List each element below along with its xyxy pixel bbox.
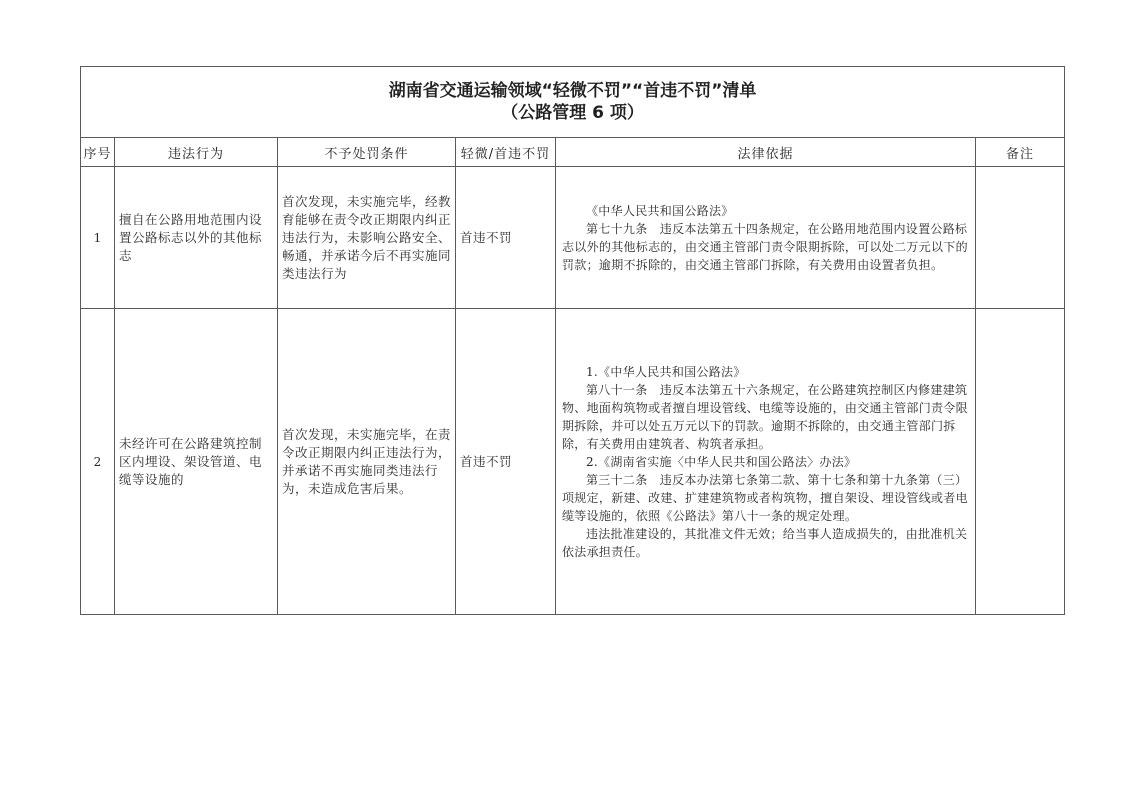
remark-cell xyxy=(976,167,1065,309)
exemption-condition: 首次发现，未实施完毕，经教育能够在责令改正期限内纠正违法行为，未影响公路安全、畅通，并承诺今后不再实施同类违法行为 xyxy=(278,167,456,309)
violation-act: 擅自在公路用地范围内设置公路标志以外的其他标志 xyxy=(115,167,278,309)
document-title xyxy=(81,67,1065,138)
legal-basis-paragraph: 《中华人民共和国公路法》 xyxy=(586,203,734,218)
title-line-2: （公路管理 6 项） xyxy=(501,103,644,123)
exemption-type: 首违不罚 xyxy=(456,309,556,615)
table-header-row xyxy=(81,138,1065,167)
legal-basis xyxy=(556,309,976,615)
column-header-no: 序号 xyxy=(81,138,115,167)
exemption-type: 首违不罚 xyxy=(456,167,556,309)
column-header-type: 轻微/首违不罚 xyxy=(456,138,556,167)
violation-act: 未经许可在公路建筑控制区内埋设、架设管道、电缆等设施的 xyxy=(115,309,278,615)
legal-basis-paragraph: 第八十一条 违反本法第五十六条规定，在公路建筑控制区内修建建筑物、地面构筑物或者擅自埋设管线、电缆等设施的，由交通主管部门责令限期拆除，并可以处五万元以下的罚款。逾期不拆除的，由交通主管部门拆除，有关费用由建筑者、构筑者承担。 xyxy=(562,382,968,451)
column-header-remark: 备注 xyxy=(976,138,1065,167)
legal-basis-paragraph: 1.《中华人民共和国公路法》 xyxy=(586,364,746,379)
table-row xyxy=(81,167,1065,309)
remark-cell xyxy=(976,309,1065,615)
legal-basis-paragraph: 违法批准建设的，其批准文件无效；给当事人造成损失的，由批准机关依法承担责任。 xyxy=(562,526,968,559)
table-row xyxy=(81,309,1065,615)
penalty-list-document xyxy=(80,66,1064,614)
row-number: 1 xyxy=(81,167,115,309)
row-number: 2 xyxy=(81,309,115,615)
exemption-condition: 首次发现，未实施完毕，在责令改正期限内纠正违法行为，并承诺不再实施同类违法行为，未造成危害后果。 xyxy=(278,309,456,615)
column-header-act: 违法行为 xyxy=(115,138,278,167)
column-header-condition: 不予处罚条件 xyxy=(278,138,456,167)
legal-basis xyxy=(556,167,976,309)
title-line-1: 湖南省交通运输领域“轻微不罚”“首违不罚”清单 xyxy=(388,81,757,101)
penalty-list-table xyxy=(80,66,1065,615)
legal-basis-paragraph: 2.《湖南省实施〈中华人民共和国公路法〉办法》 xyxy=(586,454,857,469)
legal-basis-paragraph: 第三十二条 违反本办法第七条第二款、第十七条和第十九条第（三）项规定，新建、改建、扩建建筑物或者构筑物，擅自架设、埋设管线或者电缆等设施的，依照《公路法》第八十一条的规定处理。 xyxy=(562,472,968,523)
legal-basis-paragraph: 第七十九条 违反本法第五十四条规定，在公路用地范围内设置公路标志以外的其他标志的，由交通主管部门责令限期拆除，可以处二万元以下的罚款；逾期不拆除的，由交通主管部门拆除，有关费用由设置者负担。 xyxy=(562,221,968,272)
column-header-basis: 法律依据 xyxy=(556,138,976,167)
